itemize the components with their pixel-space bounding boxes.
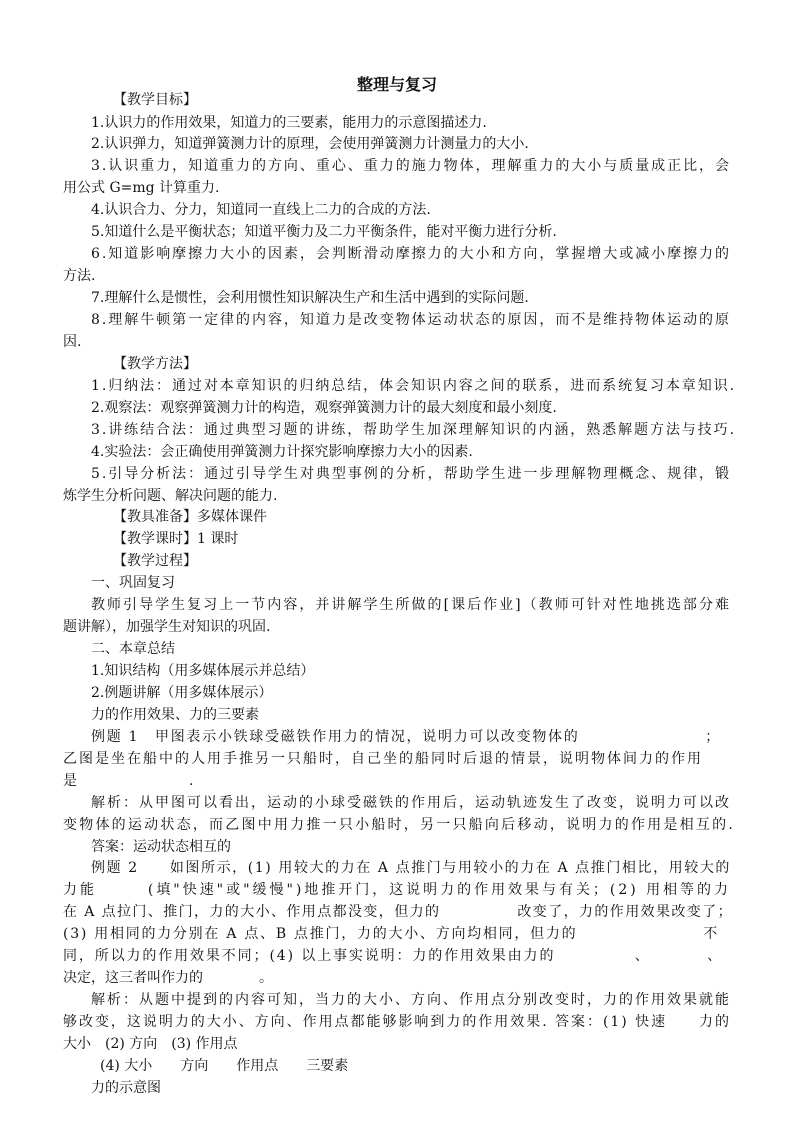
text-line: 1.知识结构（用多媒体展示并总结） [91,663,315,679]
text-line: 是 . [63,773,194,789]
text-line: 4.实验法：会正确使用弹簧测力计探究影响摩擦力大小的因素. [91,444,473,460]
text-line: 例题 1 甲图表示小铁球受磁铁作用力的情况，说明力可以改变物体的 ； [91,729,721,745]
text-line: 答案：运动状态相互的 [91,839,231,855]
text-line: 【教学过程】 [113,553,197,569]
text-line: 因. [63,334,82,350]
text-line: 6.知道影响摩擦力大小的因素，会判断滑动摩擦力的大小和方向，掌握增大或减小摩擦力的 [91,246,731,262]
text-line: 2.观察法：观察弹簧测力计的构造，观察弹簧测力计的最大刻度和最小刻度. [91,400,557,416]
text-line: 5.引导分析法：通过引导学生对典型事例的分析，帮助学生进一步理解物理概念、规律，锻 [91,466,731,482]
text-line: 【教学目标】 [113,92,197,108]
text-line: 一、巩固复习 [91,575,175,591]
text-line: 决定，这三者叫作力的 。 [63,970,273,986]
text-line: 【教具准备】多媒体课件 [113,509,267,525]
text-line: 够改变，这说明力的大小、方向、作用点都能够影响到力的作用效果. 答案：(1) 快速 力的 [63,1014,731,1030]
text-line: 力的示意图 [91,1080,161,1096]
text-line: 【教学课时】1 课时 [113,531,239,547]
text-line: 1.认识力的作用效果，知道力的三要素，能用力的示意图描述力. [91,115,487,131]
text-line: 力的作用效果、力的三要素 [91,707,259,723]
text-line: 例题 2 如图所示，(1) 用较大的力在 A 点推门与用较小的力在 A 点推门相比，用较大的 [91,860,731,876]
text-line: 炼学生分析问题、解决问题的能力. [63,488,278,504]
text-line: (4) 大小 方向 作用点 三要素 [100,1058,349,1074]
text-line: 1.归纳法：通过对本章知识的归纳总结，体会知识内容之间的联系，进而系统复习本章知识. [91,378,736,394]
text-line: 题讲解），加强学生对知识的巩固. [63,619,271,635]
text-line: 2.例题讲解（用多媒体展示） [91,685,273,701]
text-line: 4.认识合力、分力，知道同一直线上二力的合成的方法. [91,202,431,218]
text-line: 用公式 G=mg 计算重力. [63,180,220,196]
text-line: 方法. [63,268,96,284]
text-line: 3.认识重力，知道重力的方向、重心、重力的施力物体，理解重力的大小与质量成正比，会 [91,158,731,174]
text-line: 乙图是坐在船中的人用手推另一只船时，自己坐的船同时后退的情景，说明物体间力的作用 [63,751,703,767]
text-line: (3) 用相同的力分别在 A 点、B 点推门，力的大小、方向均相同，但力的 不 [63,926,719,942]
text-line: 5.知道什么是平衡状态；知道平衡力及二力平衡条件，能对平衡力进行分析. [91,224,557,240]
text-line: 3.讲练结合法：通过典型习题的讲练，帮助学生加深理解知识的内涵，熟悉解题方法与技巧. [91,422,736,438]
text-line: 大小 (2) 方向 (3) 作用点 [63,1036,238,1052]
text-line: 8.理解牛顿第一定律的内容，知道力是改变物体运动状态的原因，而不是维持物体运动的原 [91,312,731,328]
text-line: 力能 (填"快速"或"缓慢")地推开门，这说明力的作用效果与有关；(2) 用相等的力 [63,882,731,898]
text-line: 解析：从题中提到的内容可知，当力的大小、方向、作用点分别改变时，力的作用效果就能 [91,992,731,1008]
text-line: 解析：从甲图可以看出，运动的小球受磁铁的作用后，运动轨迹发生了改变，说明力可以改 [91,795,731,811]
text-line: 【教学方法】 [113,356,197,372]
page-title: 整理与复习 [356,75,437,94]
text-line: 2.认识弹力，知道弹簧测力计的原理，会使用弹簧测力计测量力的大小. [91,136,529,152]
text-line: 教师引导学生复习上一节内容，并讲解学生所做的[课后作业]（教师可针对性地挑选部分难 [91,597,731,613]
text-line: 7.理解什么是惯性，会利用惯性知识解决生产和生活中遇到的实际问题. [91,290,529,306]
text-line: 在 A 点拉门、推门，力的大小、作用点都没变，但力的 改变了，力的作用效果改变了； [63,904,733,920]
text-line: 同，所以力的作用效果不同；(4) 以上事实说明：力的作用效果由力的 、 、 [63,948,723,964]
text-line: 变物体的运动状态，而乙图中用力推一只小船时，另一只船向后移动，说明力的作用是相互的. [63,817,735,833]
text-line: 二、本章总结 [91,641,175,657]
